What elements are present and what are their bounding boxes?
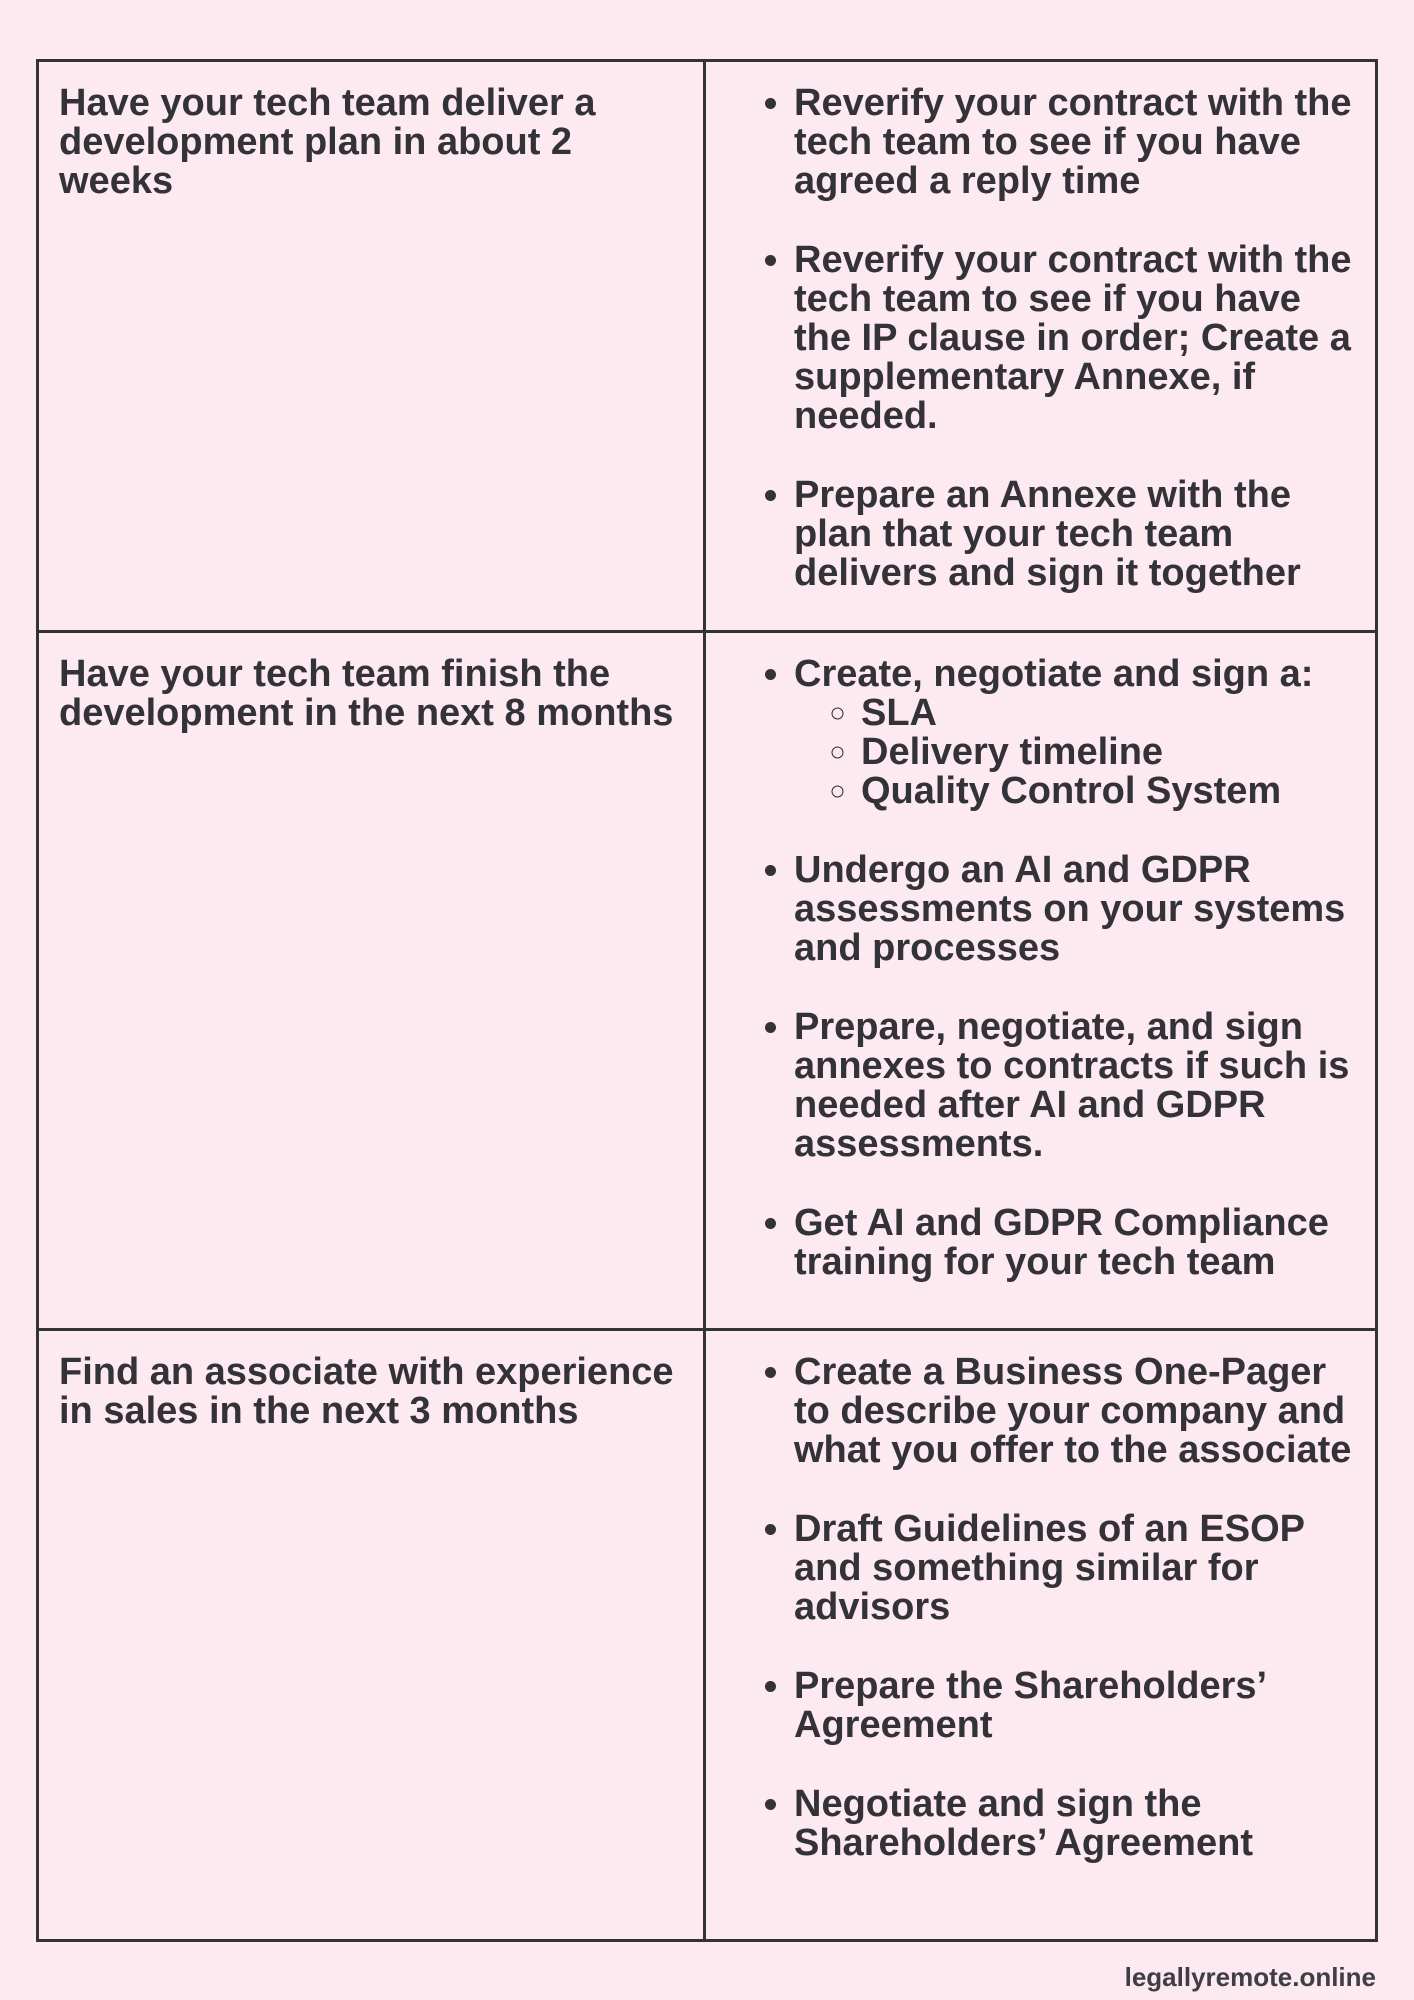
task-item: • Create a Business One-Pager to describe your company and what you offer to the associate	[794, 1353, 1361, 1470]
task-item: • Prepare an Annexe with the plan that your tech team delivers and sign it together	[794, 476, 1361, 593]
task-item	[794, 655, 1361, 811]
goal-text: Have your tech team finish the development in the next 8 months	[59, 653, 674, 734]
goal-cell-1	[39, 62, 706, 633]
subtask-item: ◦ SLA	[861, 694, 1361, 733]
task-item: • Get AI and GDPR Compliance training for your tech team	[794, 1204, 1361, 1282]
task-item: • Draft Guidelines of an ESOP and something similar for advisors	[794, 1510, 1361, 1627]
tasks-cell-2	[706, 633, 1375, 1331]
task-item: • Reverify your contract with the tech team to see if you have the IP clause in order; Create a supplementary Annexe, if needed.	[794, 241, 1361, 436]
goal-cell-2	[39, 633, 706, 1331]
subtask-list	[794, 694, 1361, 811]
goal-cell-3	[39, 1331, 706, 1939]
task-item: • Negotiate and sign the Shareholders’ Agreement	[794, 1785, 1361, 1863]
task-list	[706, 1353, 1361, 1863]
goal-text: Find an associate with experience in sales in the next 3 months	[59, 1351, 674, 1432]
task-item: • Prepare the Shareholders’ Agreement	[794, 1667, 1361, 1745]
subtask-item: ◦ Quality Control System	[861, 772, 1361, 811]
tasks-cell-1	[706, 62, 1375, 633]
task-list	[706, 655, 1361, 1282]
subtask-item: ◦ Delivery timeline	[861, 733, 1361, 772]
goals-table	[36, 59, 1378, 1942]
task-item: • Prepare, negotiate, and sign annexes to contracts if such is needed after AI and GDPR assessments.	[794, 1008, 1361, 1164]
goal-text: Have your tech team deliver a development plan in about 2 weeks	[59, 82, 596, 202]
task-list	[706, 84, 1361, 593]
task-item: • Reverify your contract with the tech team to see if you have agreed a reply time	[794, 84, 1361, 201]
task-item-label: Create, negotiate and sign a:	[794, 653, 1314, 695]
task-item: • Undergo an AI and GDPR assessments on your systems and processes	[794, 851, 1361, 968]
footer-url: legallyremote.online	[1124, 1962, 1376, 1992]
tasks-cell-3	[706, 1331, 1375, 1939]
